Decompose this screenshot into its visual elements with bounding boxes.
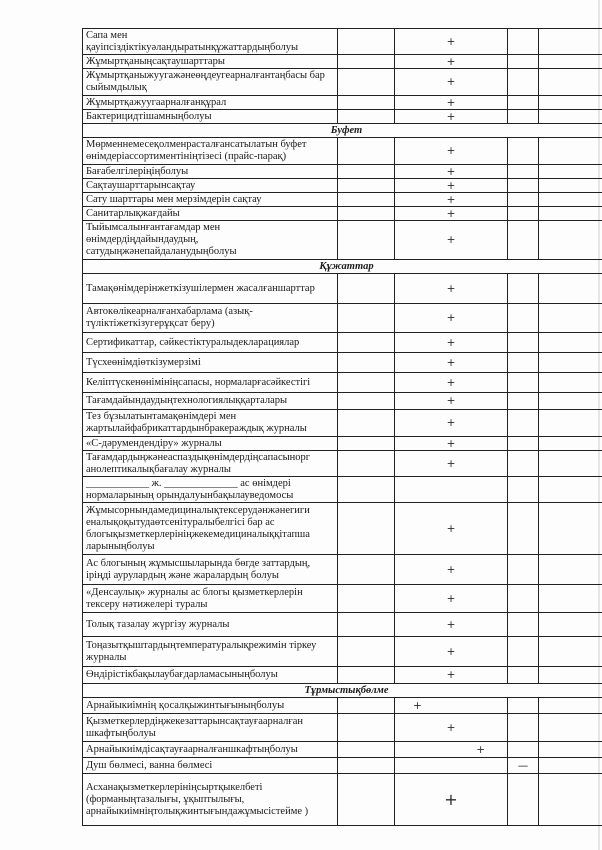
table-row	[83, 221, 602, 260]
check-mark: +	[395, 274, 508, 304]
check-mark: +	[395, 96, 508, 110]
check-mark: +	[395, 138, 508, 165]
row-label: Жұмыртқажуугаарналғанқұрал	[83, 96, 338, 110]
table-row	[83, 742, 602, 758]
table-row	[83, 477, 602, 503]
check-mark: +	[395, 555, 508, 585]
check-mark: +	[395, 503, 508, 555]
check-mark: +	[395, 55, 508, 69]
checklist-table	[82, 28, 602, 826]
table-row	[83, 333, 602, 353]
table-row	[83, 714, 602, 742]
table-row	[83, 193, 602, 207]
table-row	[83, 69, 602, 96]
row-label: Тағамдайындаудыңтехнологиялыққарталары	[83, 393, 338, 410]
check-mark: +	[395, 667, 508, 684]
table-row	[83, 165, 602, 179]
check-mark: +	[395, 774, 508, 826]
table-row	[83, 304, 602, 333]
check-mark: +	[395, 451, 508, 477]
table-row	[83, 138, 602, 165]
table-row	[83, 373, 602, 393]
table-row	[83, 613, 602, 637]
dash-mark: —	[508, 758, 539, 774]
row-label: «Денсаулық» журналы ас блогы қызметкерлерін тексеру нәтижелері туралы	[83, 585, 338, 613]
row-label: Асханақызметкерлерініңсыртқыкелбеті (форманыңтазалығы, ұқыптылығы, арнайыкиімніңтолықжинтығындажұмысістейме )	[83, 774, 338, 826]
section-header-row	[83, 684, 602, 698]
check-mark: +	[395, 193, 508, 207]
table-row	[83, 207, 602, 221]
row-label: Тамақөнімдерінжеткізушілермен жасалғаншарттар	[83, 274, 338, 304]
check-mark: +	[395, 410, 508, 437]
table-row	[83, 637, 602, 667]
row-label: Жұмысорнындамедициналықтексерудәнжәнегиги еналықоқытудаөтсенітуралыбелгісі бар ас блогықызметкерлерініңжекемедициналыққітапша ларыныңболуы	[83, 503, 338, 555]
table-row	[83, 774, 602, 826]
row-label: Сақтаушарттарынсақтау	[83, 179, 338, 193]
table-row	[83, 110, 602, 124]
row-label: ____________ ж. ______________ ас өнімдері нормаларының орындалуынбақылауведомосы	[83, 477, 338, 503]
row-label: Сертификаттар, сәйкестіктуралыдекларациялар	[83, 333, 338, 353]
row-label: Арнайыкиімнің қосалқыжинтығыныңболуы	[83, 698, 338, 714]
check-mark: +	[395, 613, 508, 637]
table-row	[83, 698, 602, 714]
row-label: Бактерицидтішамныңболуы	[83, 110, 338, 124]
table-row	[83, 410, 602, 437]
check-mark: +	[395, 637, 508, 667]
row-label: Келіптүскенөнімініңсапасы, нормаларғасәйкестігі	[83, 373, 338, 393]
table-row	[83, 55, 602, 69]
row-label: Толық тазалау жүргізу журналы	[83, 613, 338, 637]
check-mark: +	[395, 165, 508, 179]
row-label: Қызметкерлердіңжекезаттарынсақтауғаарналған шкафтыңболуы	[83, 714, 338, 742]
table-row	[83, 29, 602, 55]
check-mark: +	[395, 29, 508, 55]
row-label: Жұмыртқаныжуугажәнеөңдеугеарналғантаңбасы бар сыйымдылық	[83, 69, 338, 96]
row-label: Сапа мен қауіпсіздіктікуәландыратынқұжаттардыңболуы	[83, 29, 338, 55]
check-mark: +	[395, 437, 508, 451]
row-label: Автокөлікеарналғанхабарлама (азық-түліктіжеткізугерұқсат беру)	[83, 304, 338, 333]
row-label: Душ бөлмесі, ванна бөлмесі	[83, 758, 338, 774]
table-row	[83, 555, 602, 585]
row-label: Санитарлықжағдайы	[83, 207, 338, 221]
row-label: Арнайыкиімдісақтауғаарналғаншкафтыңболуы	[83, 742, 338, 758]
table-row	[83, 503, 602, 555]
check-mark: +	[395, 179, 508, 193]
table-row	[83, 437, 602, 451]
table-row	[83, 585, 602, 613]
check-mark: +	[395, 373, 508, 393]
check-mark: +	[395, 69, 508, 96]
check-mark: +	[395, 304, 508, 333]
row-label: «С-дәрумендендіру» журналы	[83, 437, 338, 451]
check-mark	[395, 477, 508, 503]
check-mark: +	[395, 742, 508, 758]
table-row	[83, 667, 602, 684]
section-header-row	[83, 260, 602, 274]
check-mark: +	[395, 333, 508, 353]
table-row	[83, 179, 602, 193]
table-row	[83, 451, 602, 477]
row-label: Мөрменнемесеқолменрасталғансатылатын буфет өнімдеріассортиментініңтізесі (прайс-парақ)	[83, 138, 338, 165]
row-label: Түсхеөнімдіөткізумерзімі	[83, 353, 338, 373]
row-label: Ас блогының жұмысшыларында бөгде заттардың, іріңді аурулардың және жаралардың болуы	[83, 555, 338, 585]
section-title-household: Тұрмыстықбөлме	[83, 684, 602, 698]
table-row	[83, 96, 602, 110]
check-mark: +	[395, 221, 508, 260]
section-title-documents: Құжаттар	[83, 260, 602, 274]
row-label: Тоңазытқыштардыңтемпературалықрежимін тіркеу журналы	[83, 637, 338, 667]
check-mark: +	[395, 353, 508, 373]
table-row	[83, 274, 602, 304]
row-label: Жұмыртқаныңсақтаушарттары	[83, 55, 338, 69]
table-row	[83, 393, 602, 410]
check-mark: +	[395, 585, 508, 613]
row-label: Тыйымсалынғантағамдар мен өнімдердіңдайындаудың, сатудыңжәнепайдаланудыңболуы	[83, 221, 338, 260]
table-row	[83, 758, 602, 774]
row-label: Сату шарттары мен мерзімдерін сақтау	[83, 193, 338, 207]
table-row	[83, 353, 602, 373]
row-label: Бағабелгілеріңіңболуы	[83, 165, 338, 179]
row-label: Тез бұзылатынтамақөнімдері мен жартылайфабрикаттардынбракераждық журналы	[83, 410, 338, 437]
check-mark: +	[395, 714, 508, 742]
check-mark: +	[395, 110, 508, 124]
row-label: Өндірістікбақылаубағдарламасыныңболуы	[83, 667, 338, 684]
row-label: Тағамдардыңжәнеаспаздықөнімдердіңсапасынорг анолептикалықбағалау журналы	[83, 451, 338, 477]
section-header-row	[83, 124, 602, 138]
check-mark: +	[395, 207, 508, 221]
check-mark: +	[395, 393, 508, 410]
section-title-bufet: Буфет	[83, 124, 602, 138]
check-mark: +	[395, 698, 508, 714]
